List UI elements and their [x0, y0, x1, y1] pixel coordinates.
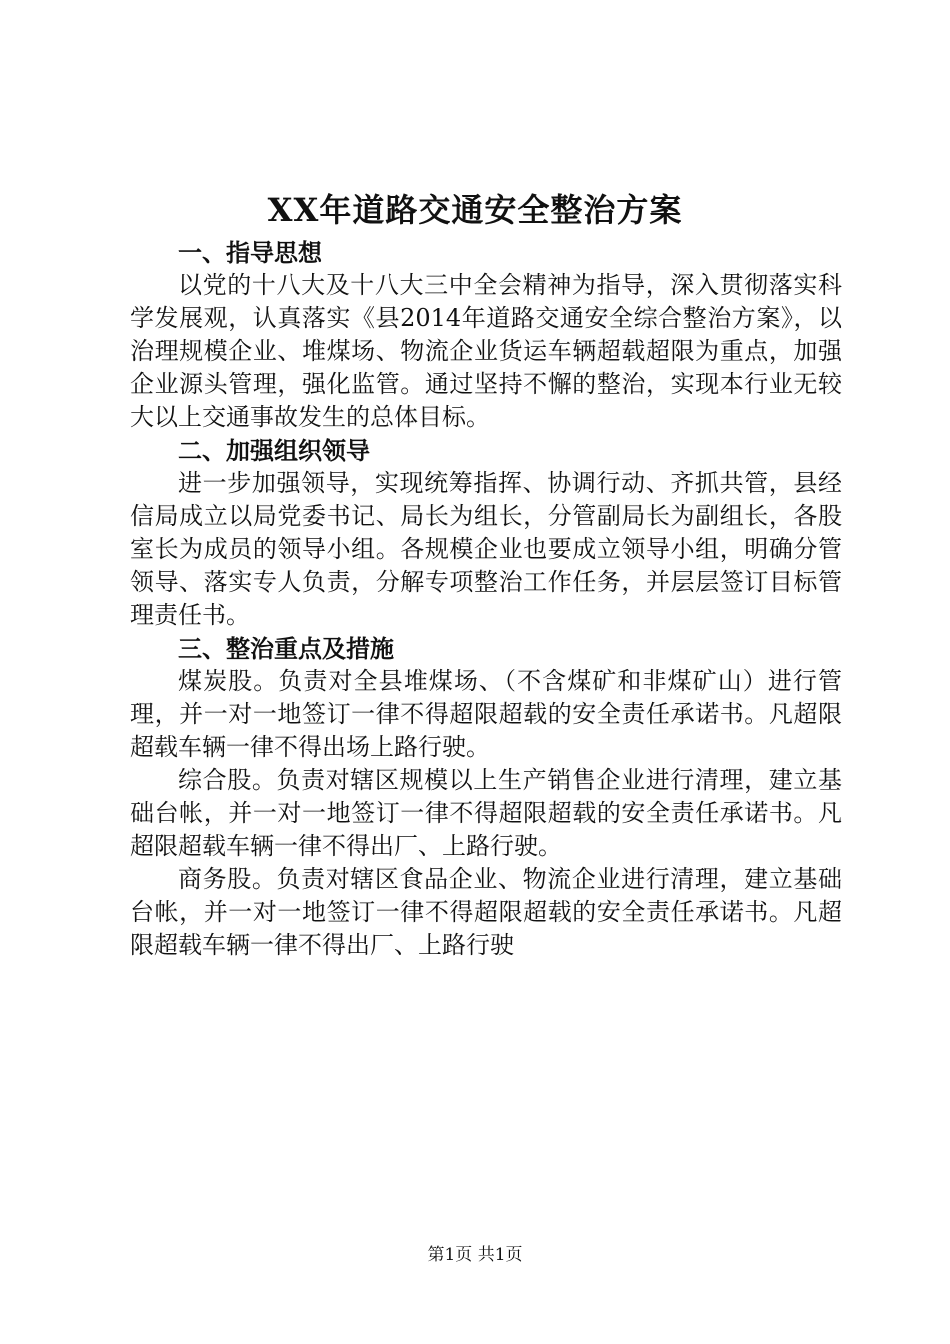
document-body — [130, 236, 842, 962]
page-footer: 第1页 共1页 — [427, 1245, 523, 1265]
section-guiding-ideology — [130, 236, 842, 434]
section-heading: 二、加强组织领导 — [178, 436, 370, 465]
section-paragraph: 商务股。负责对辖区食品企业、物流企业进行清理，建立基础台帐，并一对一地签订一律不得超限超载的安全责任承诺书。凡超限超载车辆一律不得出厂、上路行驶 — [130, 865, 842, 959]
section-key-measures — [130, 632, 842, 962]
section-paragraph: 以党的十八大及十八大三中全会精神为指导，深入贯彻落实科学发展观，认真落实《县2014年道路交通安全综合整治方案》，以治理规模企业、堆煤场、物流企业货运车辆超载超限为重点，加强企业源头管理，强化监管。通过坚持不懈的整治，实现本行业无较大以上交通事故发生的总体目标。 — [130, 271, 842, 431]
section-paragraph: 进一步加强领导，实现统筹指挥、协调行动、齐抓共管，县经信局成立以局党委书记、局长为组长，分管副局长为副组长，各股室长为成员的领导小组。各规模企业也要成立领导小组，明确分管领导、落实专人负责，分解专项整治工作任务，并层层签订目标管理责任书。 — [130, 469, 842, 629]
section-organization-leadership — [130, 434, 842, 632]
section-paragraph: 综合股。负责对辖区规模以上生产销售企业进行清理，建立基础台帐，并一对一地签订一律不得超限超载的安全责任承诺书。凡超限超载车辆一律不得出厂、上路行驶。 — [130, 766, 842, 860]
document-title: XX年道路交通安全整治方案 — [267, 191, 683, 229]
section-heading: 三、整治重点及措施 — [178, 634, 394, 663]
section-paragraph: 煤炭股。负责对全县堆煤场、（不含煤矿和非煤矿山）进行管理，并一对一地签订一律不得超限超载的安全责任承诺书。凡超限超载车辆一律不得出场上路行驶。 — [130, 667, 842, 761]
section-heading: 一、指导思想 — [178, 238, 322, 267]
